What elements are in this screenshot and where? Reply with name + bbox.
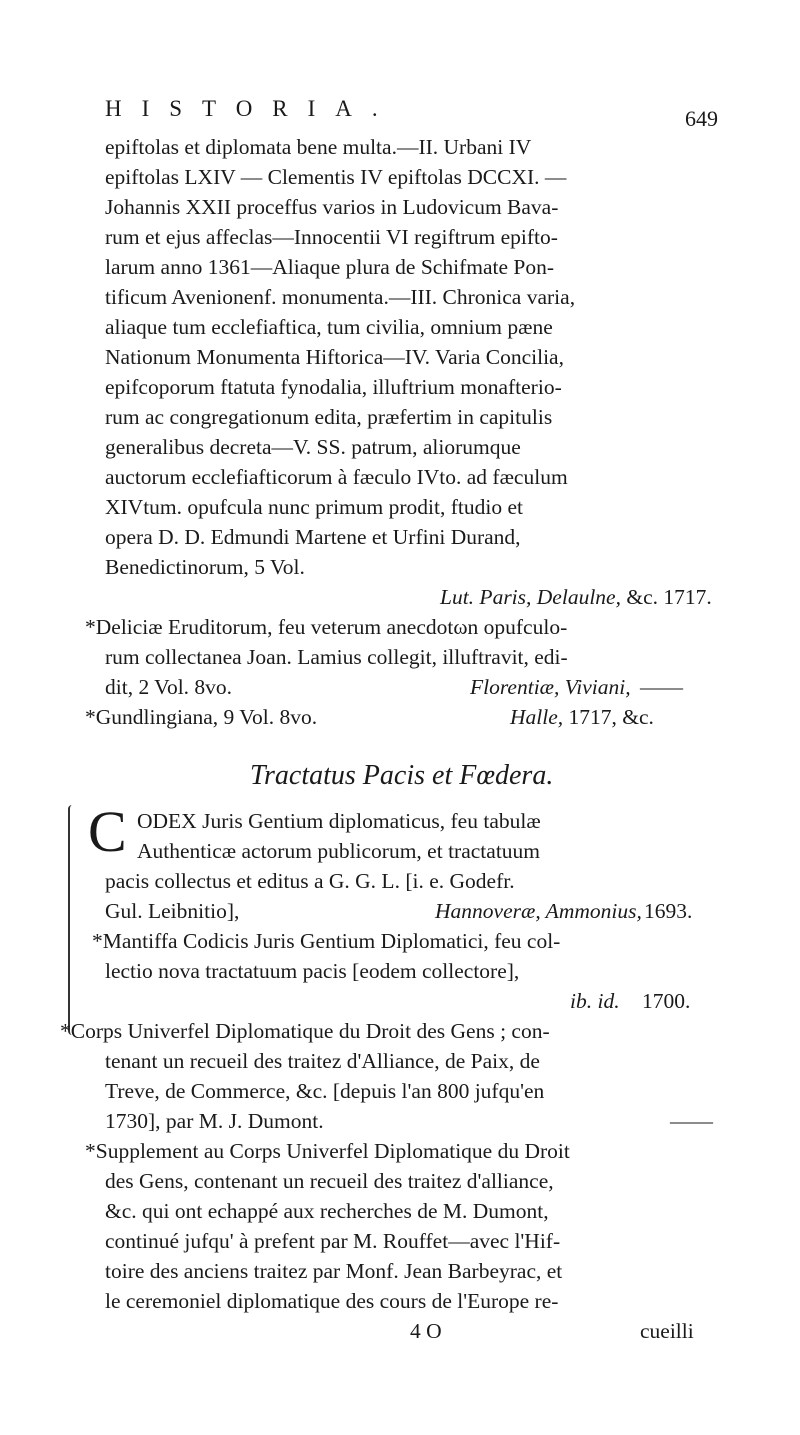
dash: —— (640, 675, 683, 699)
imprint-line: Hannoveræ, Ammonius, (435, 899, 642, 923)
text-line: epiftolas et diplomata bene multa.—II. Urbani IV (105, 135, 532, 159)
signature-mark: 4 O (410, 1319, 442, 1343)
text-line: ODEX Juris Gentium diplomaticus, feu tabulæ (137, 809, 541, 833)
text-line: Johannis XXII proceffus varios in Ludovicum Bava- (105, 195, 559, 219)
imprint-line: Florentiæ, Viviani, (470, 675, 631, 699)
text-line: Authenticæ actorum publicorum, et tractatuum (137, 839, 541, 863)
text-line: dit, 2 Vol. 8vo. (105, 675, 233, 699)
running-title: HISTORIA. (105, 96, 398, 121)
text-line: Gul. Leibnitio], (105, 899, 240, 923)
text-line: 1730], par M. J. Dumont. (105, 1109, 324, 1133)
text-line: tificum Avenionenf. monumenta.—III. Chronica varia, (105, 285, 576, 309)
text-line: aliaque tum ecclefiaftica, tum civilia, omnium pæne (105, 315, 553, 339)
imprint-line (510, 702, 654, 732)
text-line: toire des anciens traitez par Monf. Jean Barbeyrac, et (105, 1259, 563, 1283)
text-line: Treve, de Commerce, &c. [depuis l'an 800 jufqu'en (105, 1079, 545, 1103)
dash: —— (670, 1109, 713, 1133)
text-line: opera D. D. Edmundi Martene et Urfini Durand, (105, 525, 521, 549)
text-line: &c. qui ont echappé aux recherches de M. Dumont, (105, 1199, 549, 1223)
catchword: cueilli (640, 1319, 694, 1343)
imprint-line: ib. id. (570, 989, 620, 1013)
drop-cap: C (88, 799, 127, 864)
text-line: Benedictinorum, 5 Vol. (105, 555, 305, 579)
text-line: larum anno 1361—Aliaque plura de Schifmate Pon- (105, 255, 555, 279)
text-line: pacis collectus et editus a G. G. L. [i. e. Godefr. (105, 869, 515, 893)
text-line: rum collectanea Joan. Lamius collegit, illuftravit, edi- (105, 645, 568, 669)
text-line: rum ac congregationum edita, præfertim in capitulis (105, 405, 553, 429)
text-line: epiftolas LXIV — Clementis IV epiftolas DCCXI. — (105, 165, 567, 189)
imprint-date: 1717, &c. (568, 705, 654, 729)
text-line: des Gens, contenant un recueil des traitez d'alliance, (105, 1169, 554, 1193)
imprint-date: &c. 1717. (626, 585, 712, 609)
imprint-date: 1700. (642, 989, 691, 1013)
imprint-line (440, 582, 712, 612)
text-line: le ceremoniel diplomatique des cours de l'Europe re- (105, 1289, 559, 1313)
text-line: epifcoporum ftatuta fynodalia, illuftrium monafterio- (105, 375, 562, 399)
text-line: *Gundlingiana, 9 Vol. 8vo. (85, 705, 318, 729)
text-line: *Corps Univerfel Diplomatique du Droit des Gens ; con- (60, 1019, 550, 1043)
text-line: *Mantiffa Codicis Juris Gentium Diplomatici, feu col- (92, 929, 561, 953)
imprint-place: Halle, (510, 705, 564, 729)
text-line: generalibus decreta—V. SS. patrum, aliorumque (105, 435, 521, 459)
brace (68, 805, 84, 1035)
text-line: auctorum ecclefiafticorum à fæculo IVto. ad fæculum (105, 465, 568, 489)
imprint-publisher: Delaulne, (536, 585, 621, 609)
text-line: Nationum Monumenta Hiftorica—IV. Varia Concilia, (105, 345, 564, 369)
page-number: 649 (685, 106, 718, 131)
text-line: tenant un recueil des traitez d'Alliance, de Paix, de (105, 1049, 540, 1073)
text-line: XIVtum. opufcula nunc primum prodit, ftudio et (105, 495, 523, 519)
text-line: *Deliciæ Eruditorum, feu veterum anecdotωn opufculo- (85, 615, 568, 639)
imprint-place: Lut. Paris, (440, 585, 532, 609)
text-line: *Supplement au Corps Univerfel Diplomatique du Droit (85, 1139, 570, 1163)
text-line: continué jufqu' à prefent par M. Rouffet—avec l'Hif- (105, 1229, 561, 1253)
text-line: lectio nova tractatuum pacis [eodem collectore], (105, 959, 520, 983)
imprint-date: 1693. (644, 899, 693, 923)
text-line: rum et ejus affeclas—Innocentii VI regiftrum epifto- (105, 225, 558, 249)
section-title: Tractatus Pacis et Fœdera. (250, 760, 554, 791)
